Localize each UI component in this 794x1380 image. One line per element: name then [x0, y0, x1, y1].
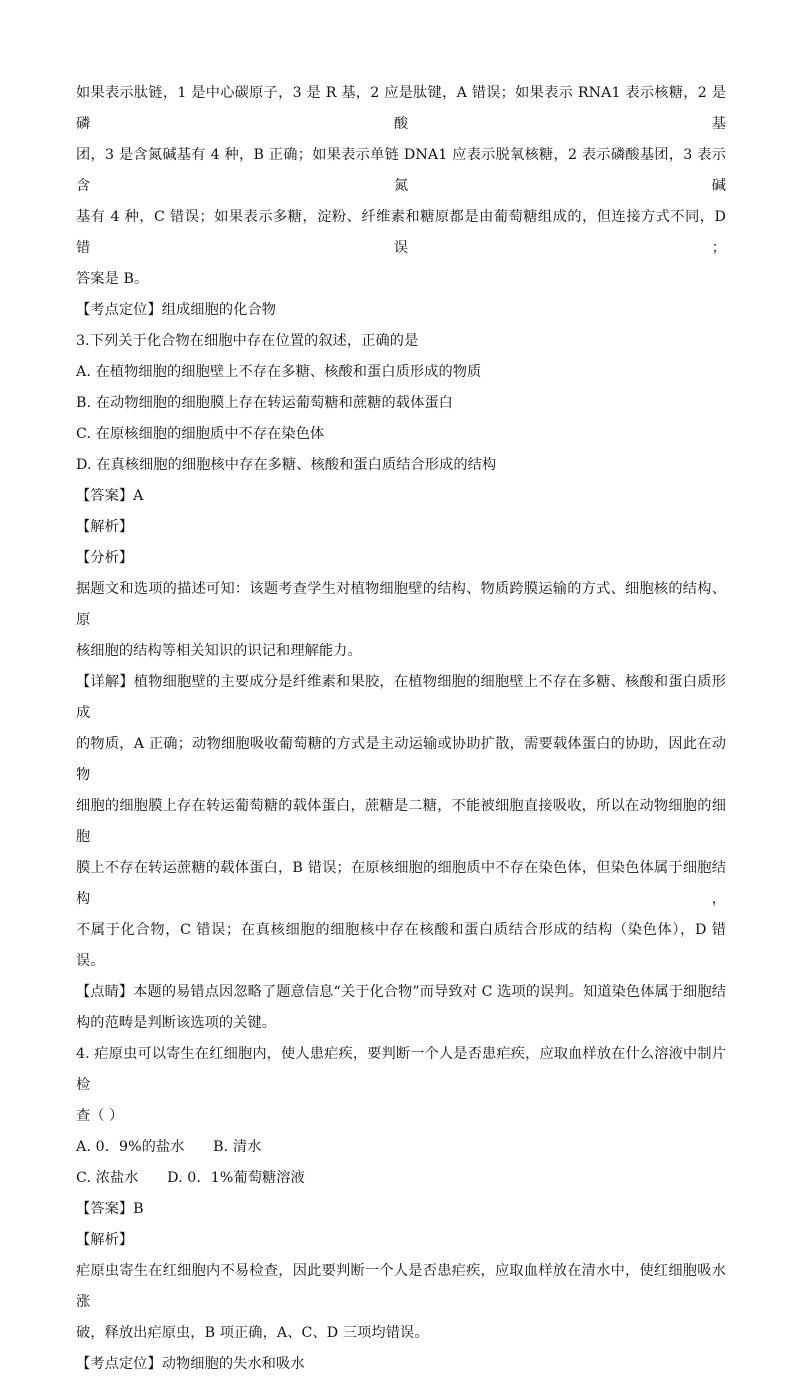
page-content	[76, 78, 726, 1380]
text-line: 核细胞的结构等相关知识的识记和理解能力。	[76, 643, 362, 659]
text-line: 如果表示肽链，1 是中心碳原子，3 是 R 基，2 应是肽键，A 错误；如果表示 RNA1 表示核糖，2 是磷酸基	[76, 85, 726, 132]
answer-label: 【答案】A	[76, 488, 144, 504]
text-line: 据题文和选项的描述可知：该题考查学生对植物细胞壁的结构、物质跨膜运输的方式、细胞核的结构、原	[76, 581, 726, 628]
text-line: 细胞的细胞膜上存在转运葡萄糖的载体蛋白，蔗糖是二糖，不能被细胞直接吸收，所以在动物细胞的细胞	[76, 798, 726, 845]
answer-label: 【答案】B	[76, 1201, 144, 1217]
question-3-option-d: D. 在真核细胞的细胞核中存在多糖、核酸和蛋白质结合形成的结构	[76, 457, 497, 473]
analysis-label: 【解析】	[76, 1232, 134, 1248]
text-line: 团，3 是含氮碱基有 4 种，B 正确；如果表示单链 DNA1 应表示脱氧核糖，2 表示磷酸基团，3 表示含氮碱	[76, 147, 726, 194]
text-line: 【详解】植物细胞壁的主要成分是纤维素和果胶，在植物细胞的细胞壁上不存在多糖、核酸和蛋白质形成	[76, 674, 726, 721]
text-line: 构的范畴是判断该选项的关键。	[76, 1015, 277, 1031]
question-3-option-a: A. 在植物细胞的细胞壁上不存在多糖、核酸和蛋白质形成的物质	[76, 364, 482, 380]
exam-point-label: 【考点定位】组成细胞的化合物	[76, 302, 277, 318]
question-3-stem: 3.下列关于化合物在细胞中存在位置的叙述，正确的是	[76, 333, 419, 349]
question-3-option-b: B. 在动物细胞的细胞膜上存在转运葡萄糖和蔗糖的载体蛋白	[76, 395, 453, 411]
text-line: 不属于化合物，C 错误；在真核细胞的细胞核中存在核酸和蛋白质结合形成的结构（染色体），D 错误。	[76, 922, 726, 969]
text-line: 答案是 B。	[76, 271, 149, 287]
question-4-stem-cont: 查（ ）	[76, 1108, 124, 1124]
text-line: 膜上不存在转运蔗糖的载体蛋白，B 错误；在原核细胞的细胞质中不存在染色体，但染色体属于细胞结构，	[76, 860, 726, 907]
analysis-label: 【解析】	[76, 519, 134, 535]
text-line: 基有 4 种，C 错误；如果表示多糖，淀粉、纤维素和糖原都是由葡萄糖组成的，但连接方式不同，D 错误；	[76, 209, 726, 256]
analysis-sub-label: 【分析】	[76, 550, 134, 566]
text-line: 疟原虫寄生在红细胞内不易检查，因此要判断一个人是否患疟疾，应取血样放在清水中，使红细胞吸水涨	[76, 1263, 726, 1310]
question-4-options-row-1: A. 0．9%的盐水 B. 清水	[76, 1139, 262, 1155]
text-line: 的物质，A 正确；动物细胞吸收葡萄糖的方式是主动运输或协助扩散，需要载体蛋白的协助，因此在动物	[76, 736, 726, 783]
text-line: 破，释放出疟原虫，B 项正确，A、C、D 三项均错误。	[76, 1325, 429, 1341]
question-4-options-row-2: C. 浓盐水 D. 0．1%葡萄糖溶液	[76, 1170, 305, 1186]
exam-point-label: 【考点定位】动物细胞的失水和吸水	[76, 1356, 305, 1372]
text-line: 【点睛】本题的易错点因忽略了题意信息“关于化合物”而导致对 C 选项的误判。知道染色体属于细胞结	[76, 984, 726, 1000]
question-4-stem: 4. 疟原虫可以寄生在红细胞内，使人患疟疾，要判断一个人是否患疟疾，应取血样放在什么溶液中制片检	[76, 1046, 726, 1093]
question-3-option-c: C. 在原核细胞的细胞质中不存在染色体	[76, 426, 325, 442]
